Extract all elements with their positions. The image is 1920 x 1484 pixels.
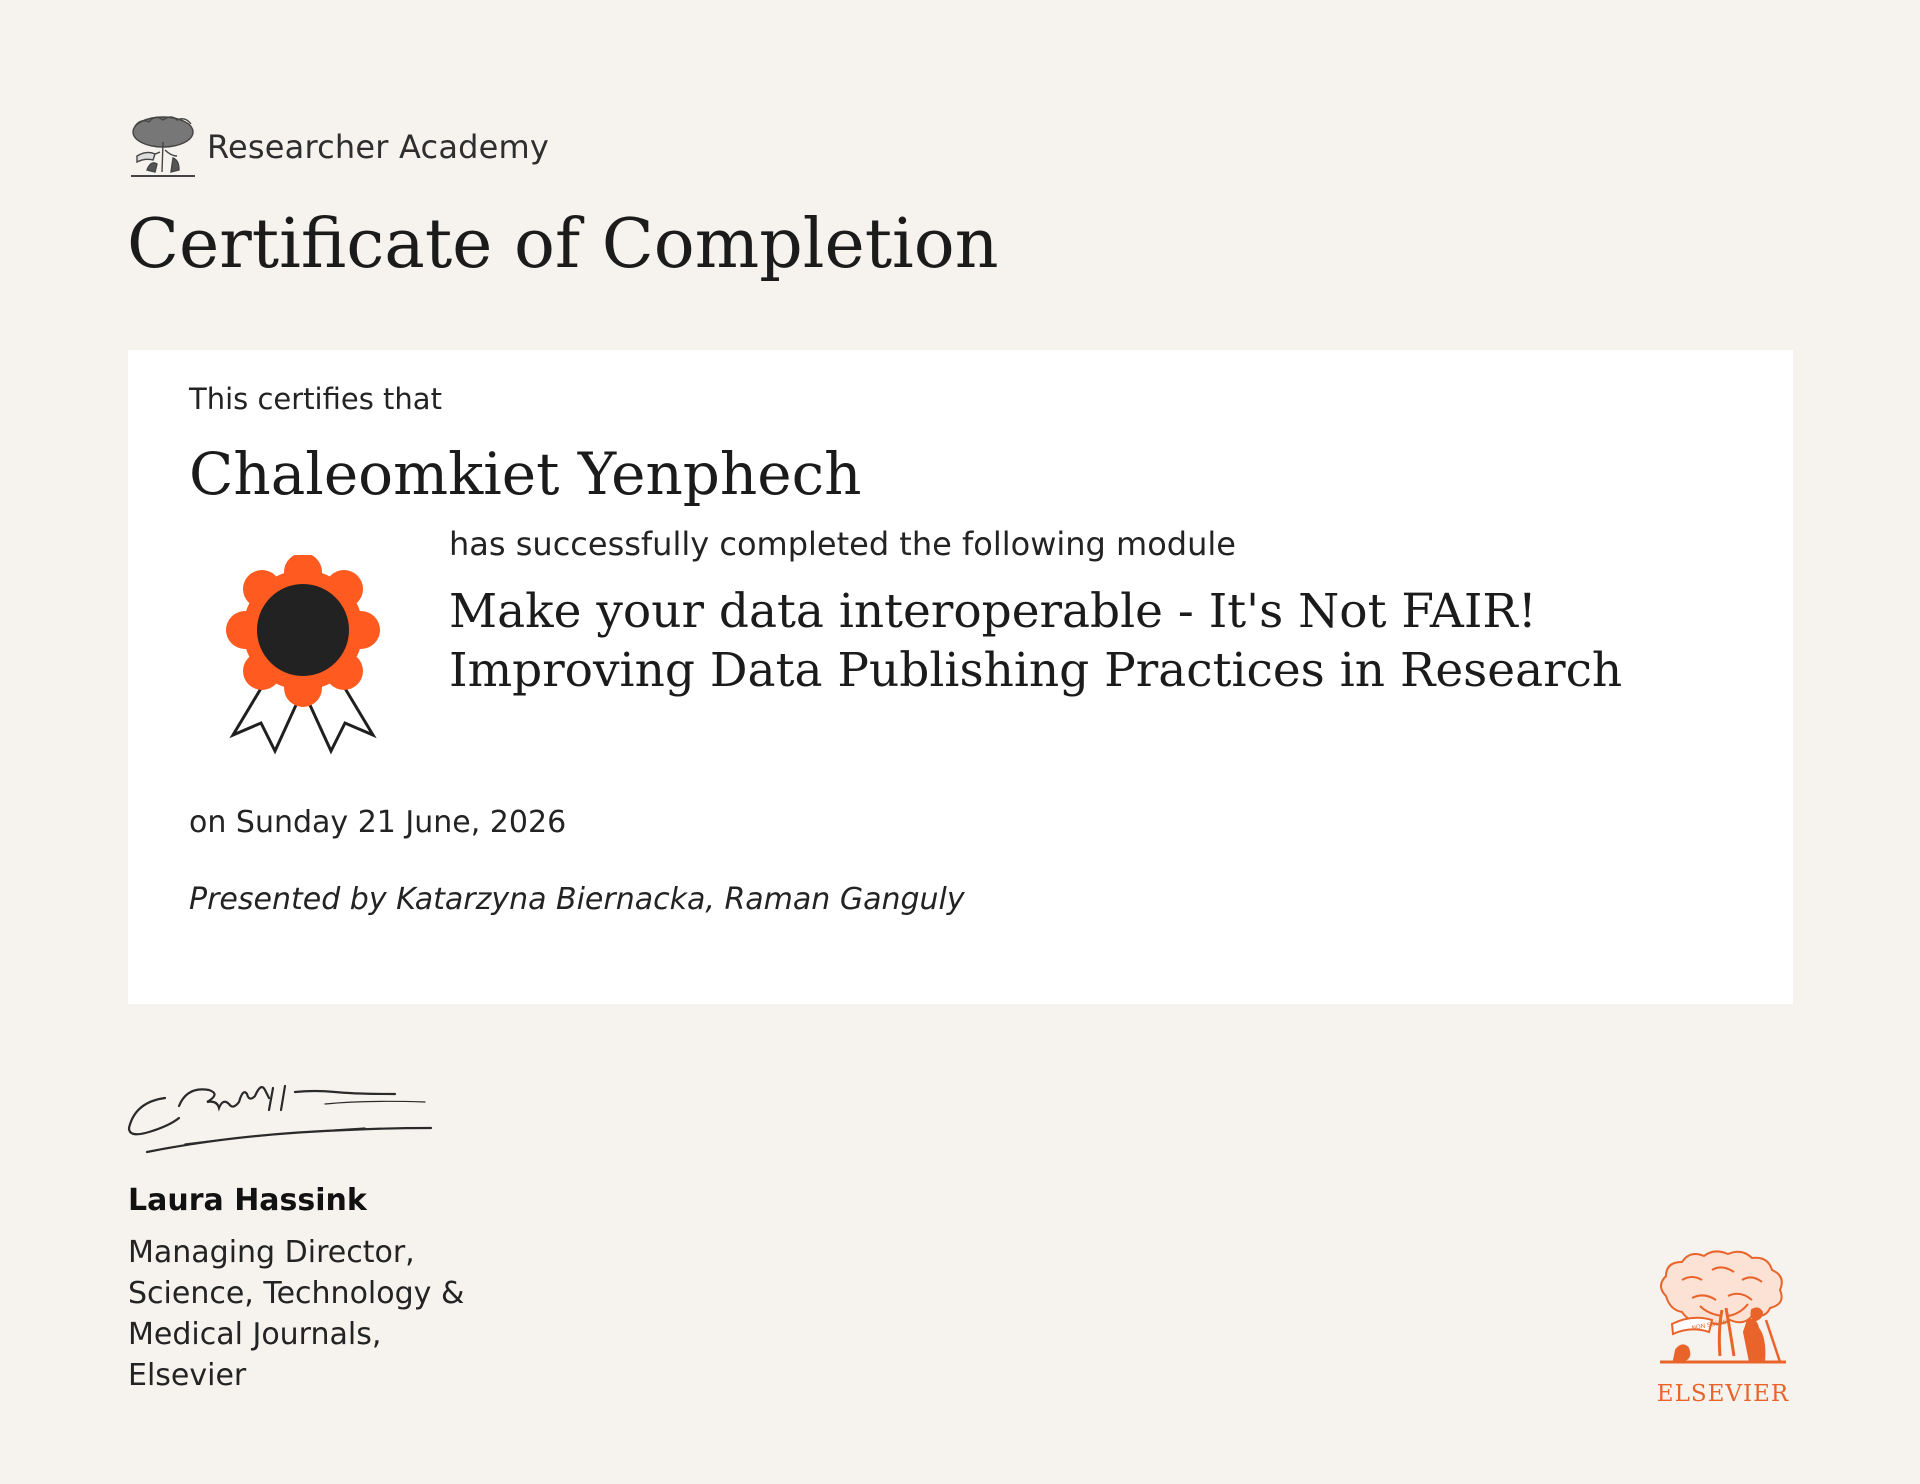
- completed-text: has successfully completed the following module: [449, 525, 1236, 563]
- signer-title-line: Managing Director,: [128, 1235, 415, 1270]
- publisher-name: ELSEVIER: [1656, 1381, 1790, 1407]
- header: [127, 112, 549, 182]
- page-title: Certificate of Completion: [127, 205, 999, 284]
- signer-title-line: Elsevier: [128, 1358, 247, 1393]
- module-title: [449, 582, 1699, 700]
- brand-name: Researcher Academy: [207, 128, 550, 166]
- certifies-text: This certifies that: [189, 382, 442, 416]
- recipient-name: Chaleomkiet Yenphech: [189, 440, 862, 508]
- elsevier-tree-icon: [1652, 1250, 1794, 1370]
- module-title-line: Make your data interoperable - It's Not FAIR!: [449, 584, 1537, 639]
- award-rosette-icon: [223, 555, 383, 755]
- signature-image: [125, 1070, 445, 1160]
- signer-name: Laura Hassink: [128, 1183, 367, 1218]
- elsevier-tree-icon: [127, 112, 199, 182]
- signer-title: [128, 1232, 464, 1396]
- presenters: Presented by Katarzyna Biernacka, Raman Ganguly: [189, 882, 965, 917]
- completion-date: on Sunday 21 June, 2026: [189, 805, 567, 840]
- certificate-card: [128, 350, 1793, 1004]
- signer-title-line: Medical Journals,: [128, 1317, 382, 1352]
- module-title-line: Improving Data Publishing Practices in Research: [449, 643, 1623, 698]
- signer-title-line: Science, Technology &: [128, 1276, 465, 1311]
- svg-text:NON SOLUS: NON SOLUS: [1691, 1318, 1728, 1332]
